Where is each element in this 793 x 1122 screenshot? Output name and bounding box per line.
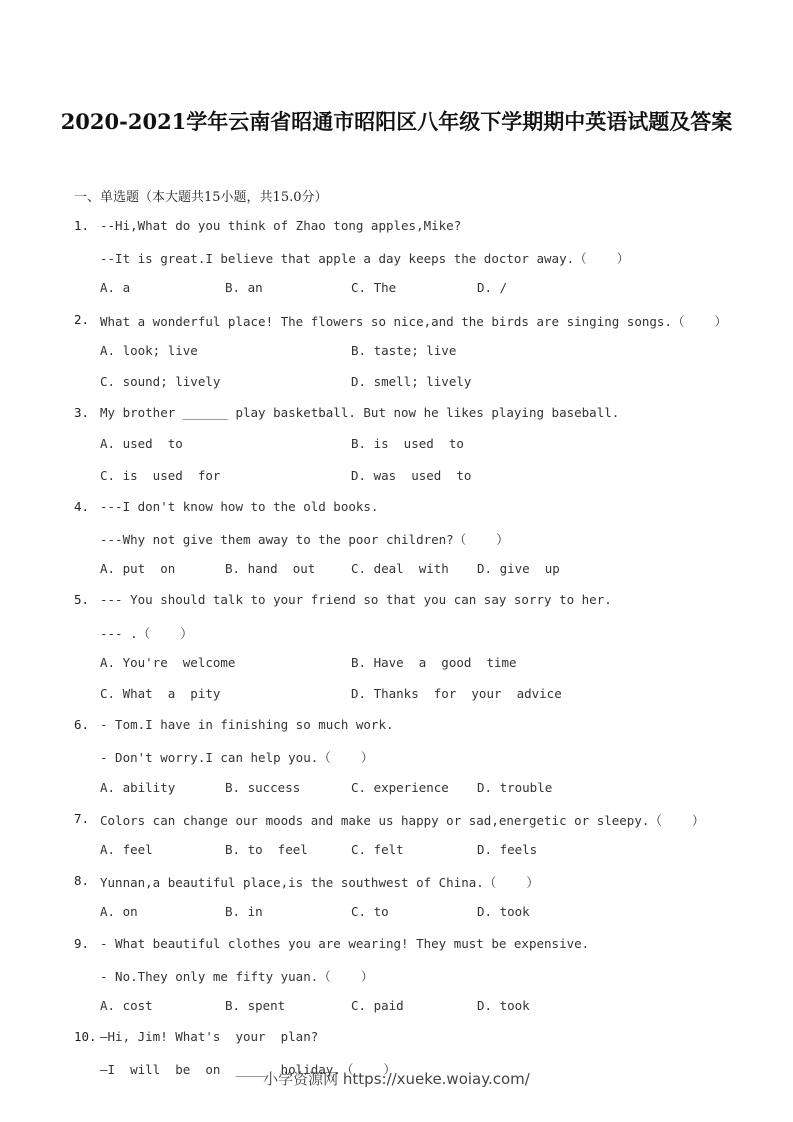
question-text: --- .（ ）	[100, 625, 193, 641]
answer-option: A. feel	[100, 842, 153, 857]
answer-option: A. ability	[100, 779, 176, 795]
answer-option: D. smell; lively	[351, 374, 472, 389]
answer-option: A. cost	[100, 998, 153, 1013]
question-text: ---I don't know how to the old books.	[100, 498, 379, 514]
answer-option: A. a	[100, 280, 131, 296]
answer-option: A. put on	[100, 561, 176, 577]
answer-option: D. give up	[477, 561, 560, 577]
question-number: 3.	[74, 405, 90, 421]
answer-option: B. taste; live	[351, 342, 457, 358]
answer-option: B. is used to	[351, 436, 464, 452]
answer-option: A. You're welcome	[100, 654, 236, 670]
question-text: --Hi,What do you think of Zhao tong apples,Mike?	[100, 218, 462, 233]
question-text: —I will be on ____ holiday.（ ）	[100, 1062, 396, 1078]
question-text: - Don't worry.I can help you.（ ）	[100, 750, 374, 766]
answer-option: D. Thanks for your advice	[351, 686, 562, 701]
answer-option: D. took	[477, 998, 530, 1013]
answer-option: B. Have a good time	[351, 654, 517, 670]
answer-option: A. look; live	[100, 342, 198, 358]
answer-option: C. sound; lively	[100, 374, 221, 389]
answer-option: B. hand out	[225, 561, 316, 577]
question-number: 7.	[74, 810, 90, 826]
answer-option: B. an	[225, 280, 263, 296]
question-text: My brother ______ play basketball. But now he likes playing baseball.	[100, 405, 620, 421]
answer-option: D. trouble	[477, 779, 553, 795]
question-text: Colors can change our moods and make us happy or sad,energetic or sleepy.（ ）	[100, 812, 705, 828]
question-number: 2.	[74, 311, 90, 327]
question-text: - No.They only me fifty yuan.（ ）	[100, 968, 374, 984]
answer-option: C. What a pity	[100, 686, 221, 701]
answer-option: A. on	[100, 904, 138, 920]
answer-option: A. used to	[100, 436, 183, 452]
question-text: What a wonderful place! The flowers so nice,and the birds are singing songs.（ ）	[100, 313, 728, 329]
answer-option: C. is used for	[100, 467, 221, 483]
question-number: 10.	[74, 1029, 97, 1045]
answer-option: B. to feel	[225, 842, 308, 857]
question-number: 6.	[74, 717, 90, 733]
footer-watermark: 小学资源网 https://xueke.woiay.com/	[263, 1070, 530, 1088]
answer-option: C. paid	[351, 998, 404, 1013]
question-text: - Tom.I have in finishing so much work.	[100, 717, 394, 733]
answer-option: D. was used to	[351, 467, 472, 483]
question-text: - What beautiful clothes you are wearing! They must be expensive.	[100, 935, 590, 951]
question-text: --- You should talk to your friend so that you can say sorry to her.	[100, 592, 612, 608]
question-text: ---Why not give them away to the poor children?（ ）	[100, 532, 509, 547]
answer-option: B. spent	[225, 998, 286, 1013]
answer-option: D. /	[477, 280, 508, 296]
answer-option: D. took	[477, 904, 530, 920]
answer-option: C. to	[351, 904, 389, 920]
answer-option: B. success	[225, 779, 301, 795]
answer-option: C. The	[351, 280, 397, 296]
section-heading: 一、单选题（本大题共15小题，共15.0分）	[74, 190, 328, 205]
answer-option: C. felt	[351, 842, 404, 857]
answer-option: C. experience	[351, 779, 449, 795]
question-number: 9.	[74, 935, 90, 951]
question-number: 5.	[74, 592, 90, 608]
question-text: —Hi, Jim! What's your plan?	[100, 1029, 319, 1045]
page-title: 2020-2021学年云南省昭通市昭阳区八年级下学期期中英语试题及答案	[60, 109, 733, 134]
question-number: 1.	[74, 218, 90, 233]
answer-option: D. feels	[477, 842, 538, 857]
answer-option: B. in	[225, 904, 263, 920]
question-number: 8.	[74, 873, 90, 889]
question-text: --It is great.I believe that apple a day keeps the doctor away.（ ）	[100, 251, 630, 267]
answer-option: C. deal with	[351, 561, 449, 577]
question-text: Yunnan,a beautiful place,is the southwest of China.（ ）	[100, 875, 539, 891]
question-number: 4.	[74, 498, 90, 514]
